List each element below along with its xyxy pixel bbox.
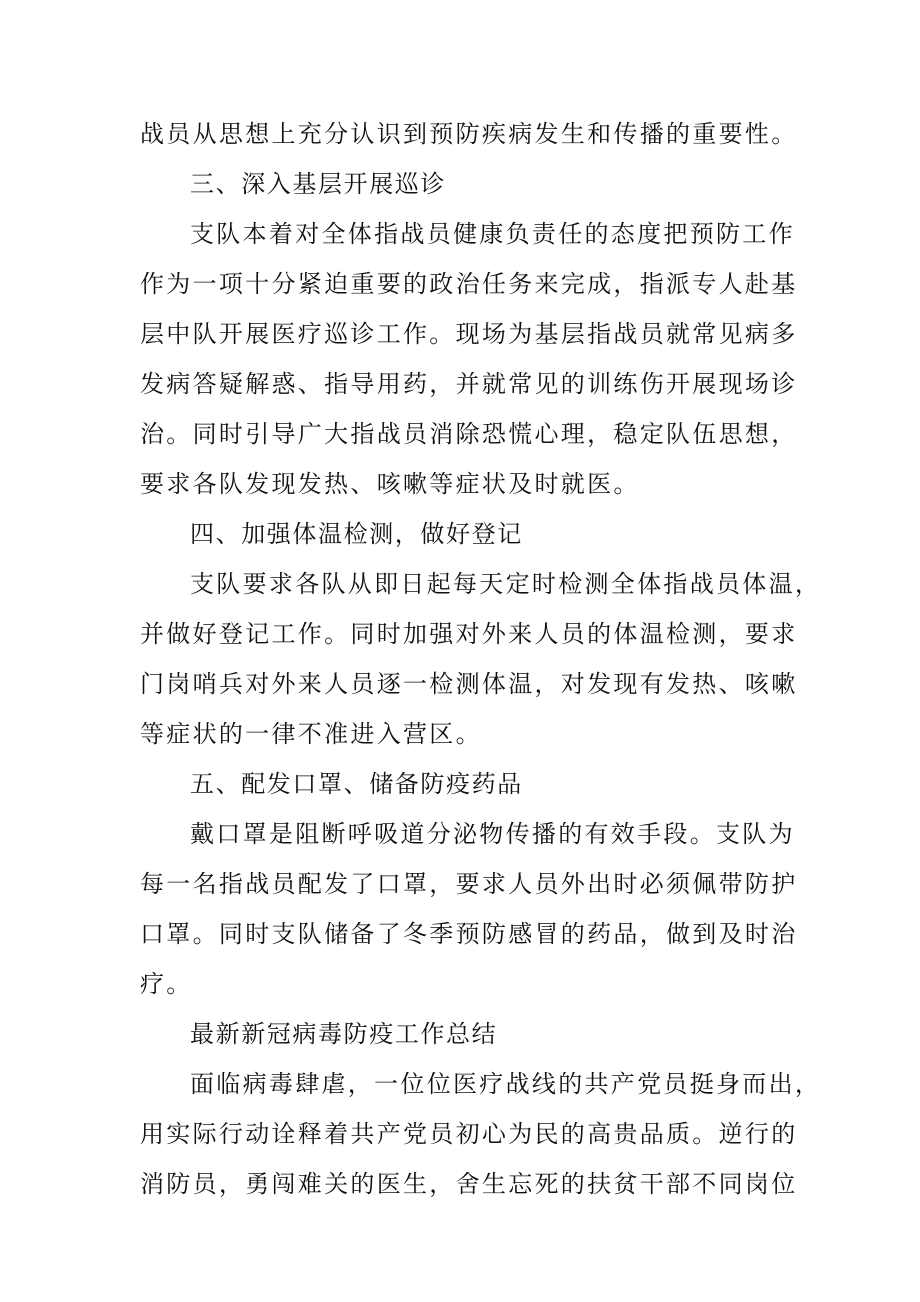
body-line: 要求各队发现发热、咳嗽等症状及时就医。 — [140, 470, 640, 498]
body-line: 层中队开展医疗巡诊工作。现场为基层指战员就常见病多 — [140, 320, 798, 348]
body-line: 用实际行动诠释着共产党员初心为民的高贵品质。逆行的 — [140, 1120, 798, 1148]
body-line: 支队本着对全体指战员健康负责任的态度把预防工作 — [190, 220, 795, 248]
body-line: 作为一项十分紧迫重要的政治任务来完成，指派专人赴基 — [140, 270, 798, 298]
body-line: 战员从思想上充分认识到预防疾病发生和传播的重要性。 — [140, 120, 798, 148]
section-heading: 三、深入基层开展巡诊 — [190, 170, 446, 198]
document-title: 最新新冠病毒防疫工作总结 — [190, 1020, 498, 1048]
body-line: 发病答疑解惑、指导用药，并就常见的训练伤开展现场诊 — [140, 370, 798, 398]
body-line: 口罩。同时支队储备了冬季预防感冒的药品，做到及时治 — [140, 920, 798, 948]
body-line: 并做好登记工作。同时加强对外来人员的体温检测，要求 — [140, 620, 798, 648]
body-line: 面临病毒肆虐，一位位医疗战线的共产党员挺身而出， — [190, 1070, 822, 1098]
section-heading: 五、配发口罩、储备防疫药品 — [190, 770, 523, 798]
body-line: 门岗哨兵对外来人员逐一检测体温，对发现有发热、咳嗽 — [140, 670, 798, 698]
body-line: 支队要求各队从即日起每天定时检测全体指战员体温， — [190, 570, 822, 598]
body-line: 治。同时引导广大指战员消除恐慌心理，稳定队伍思想， — [140, 420, 798, 448]
body-line: 戴口罩是阻断呼吸道分泌物传播的有效手段。支队为 — [190, 820, 795, 848]
body-line: 消防员，勇闯难关的医生，舍生忘死的扶贫干部不同岗位 — [140, 1170, 798, 1198]
body-line: 每一名指战员配发了口罩，要求人员外出时必须佩带防护 — [140, 870, 798, 898]
body-line: 等症状的一律不准进入营区。 — [140, 720, 482, 748]
section-heading: 四、加强体温检测，做好登记 — [190, 520, 523, 548]
body-line: 疗。 — [140, 970, 193, 998]
